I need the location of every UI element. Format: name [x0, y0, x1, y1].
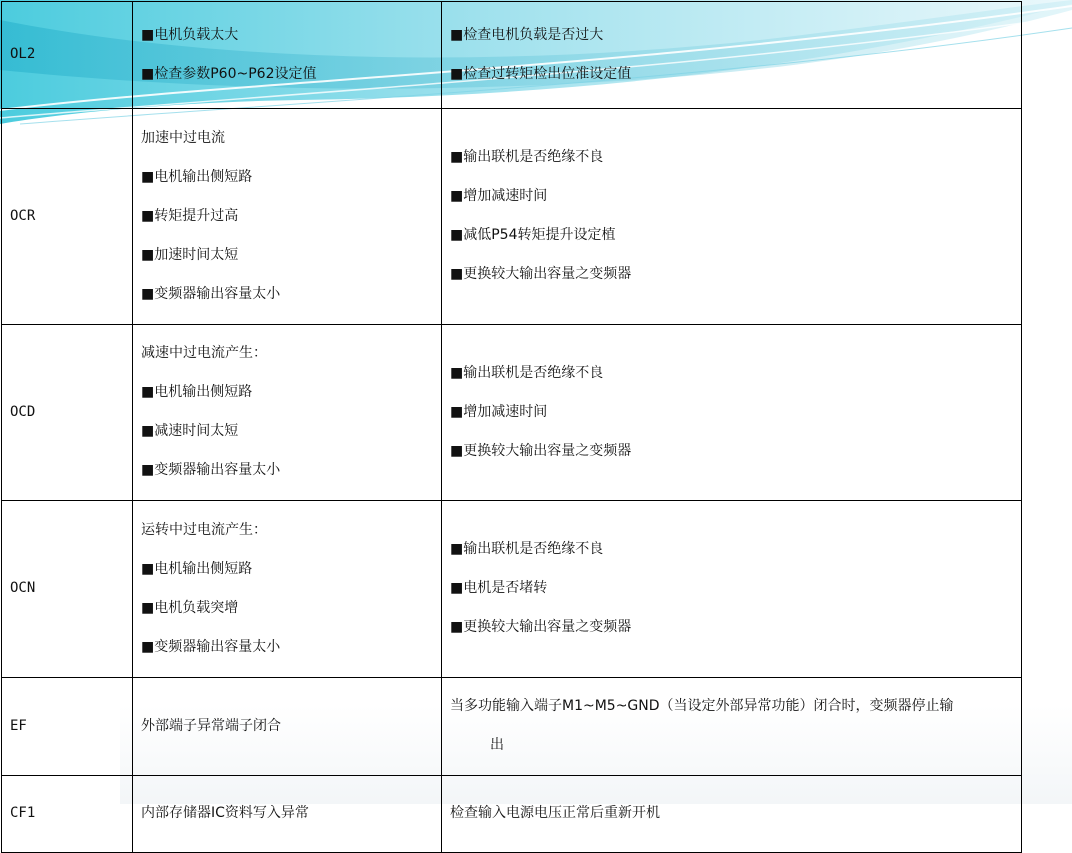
cause-line: 外部端子异常端子闭合 — [141, 717, 281, 734]
fault-code: EF — [2, 677, 133, 776]
fault-cause — [133, 2, 442, 109]
remedy-line: ■更换较大输出容量之变频器 — [450, 619, 632, 635]
fault-code: OCR — [2, 109, 133, 325]
table-row — [2, 109, 1022, 325]
cause-line: ■电机输出侧短路 — [141, 560, 253, 577]
remedy-line: ■减低P54转矩提升设定植 — [450, 227, 616, 243]
table-row — [2, 501, 1022, 678]
cause-line: 运转中过电流产生： — [141, 521, 267, 538]
remedy-line: ■检查电机负载是否过大 — [450, 26, 604, 43]
cause-line: ■变频器输出容量太小 — [141, 462, 281, 478]
remedy-line: ■更换较大输出容量之变频器 — [450, 266, 632, 282]
table-row — [2, 324, 1022, 501]
fault-remedy — [442, 501, 1022, 678]
fault-cause — [133, 776, 442, 853]
cause-line: ■电机负载突增 — [141, 599, 239, 616]
remedy-line: ■输出联机是否绝缘不良 — [450, 149, 604, 165]
table-row — [2, 2, 1022, 109]
cause-line: ■变频器输出容量太小 — [141, 285, 281, 302]
cause-line: ■电机输出侧短路 — [141, 384, 253, 400]
cause-line: ■变频器输出容量太小 — [141, 638, 281, 655]
fault-remedy — [442, 776, 1022, 853]
remedy-line: ■更换较大输出容量之变频器 — [450, 442, 632, 459]
cause-line: ■检查参数P60~P62设定值 — [141, 65, 317, 82]
fault-code: OCN — [2, 501, 133, 678]
remedy-line: 当多功能输入端子M1~M5~GND（当设定外部异常功能）闭合时，变频器停止输 — [450, 698, 954, 714]
fault-remedy — [442, 2, 1022, 109]
remedy-line: ■增加减速时间 — [450, 188, 548, 204]
cause-line: ■电机负载太大 — [141, 26, 239, 43]
fault-remedy — [442, 324, 1022, 501]
fault-remedy — [442, 109, 1022, 325]
fault-code: OCD — [2, 324, 133, 501]
table-row — [2, 776, 1022, 853]
cause-line: ■减速时间太短 — [141, 423, 239, 439]
fault-cause — [133, 501, 442, 678]
fault-code: OL2 — [2, 2, 133, 109]
cause-line: 内部存储器IC资料写入异常 — [141, 805, 309, 822]
cause-line: 加速中过电流 — [141, 129, 225, 146]
cause-line: 减速中过电流产生： — [141, 345, 267, 361]
remedy-line: ■输出联机是否绝缘不良 — [450, 541, 604, 557]
fault-cause — [133, 109, 442, 325]
fault-cause — [133, 324, 442, 501]
remedy-line: ■检查过转矩检出位准设定值 — [450, 65, 632, 82]
fault-code-table — [1, 1, 1022, 853]
remedy-line: ■电机是否堵转 — [450, 580, 548, 596]
fault-remedy — [442, 677, 1022, 776]
cause-line: ■加速时间太短 — [141, 246, 239, 263]
remedy-line: ■增加减速时间 — [450, 403, 548, 420]
remedy-line: ■输出联机是否绝缘不良 — [450, 364, 604, 381]
fault-cause — [133, 677, 442, 776]
table-row — [2, 677, 1022, 776]
cause-line: ■电机输出侧短路 — [141, 168, 253, 185]
cause-line: ■转矩提升过高 — [141, 207, 239, 224]
remedy-line: 出 — [490, 737, 504, 753]
remedy-line: 检查输入电源电压正常后重新开机 — [450, 805, 660, 822]
fault-code: CF1 — [2, 776, 133, 853]
